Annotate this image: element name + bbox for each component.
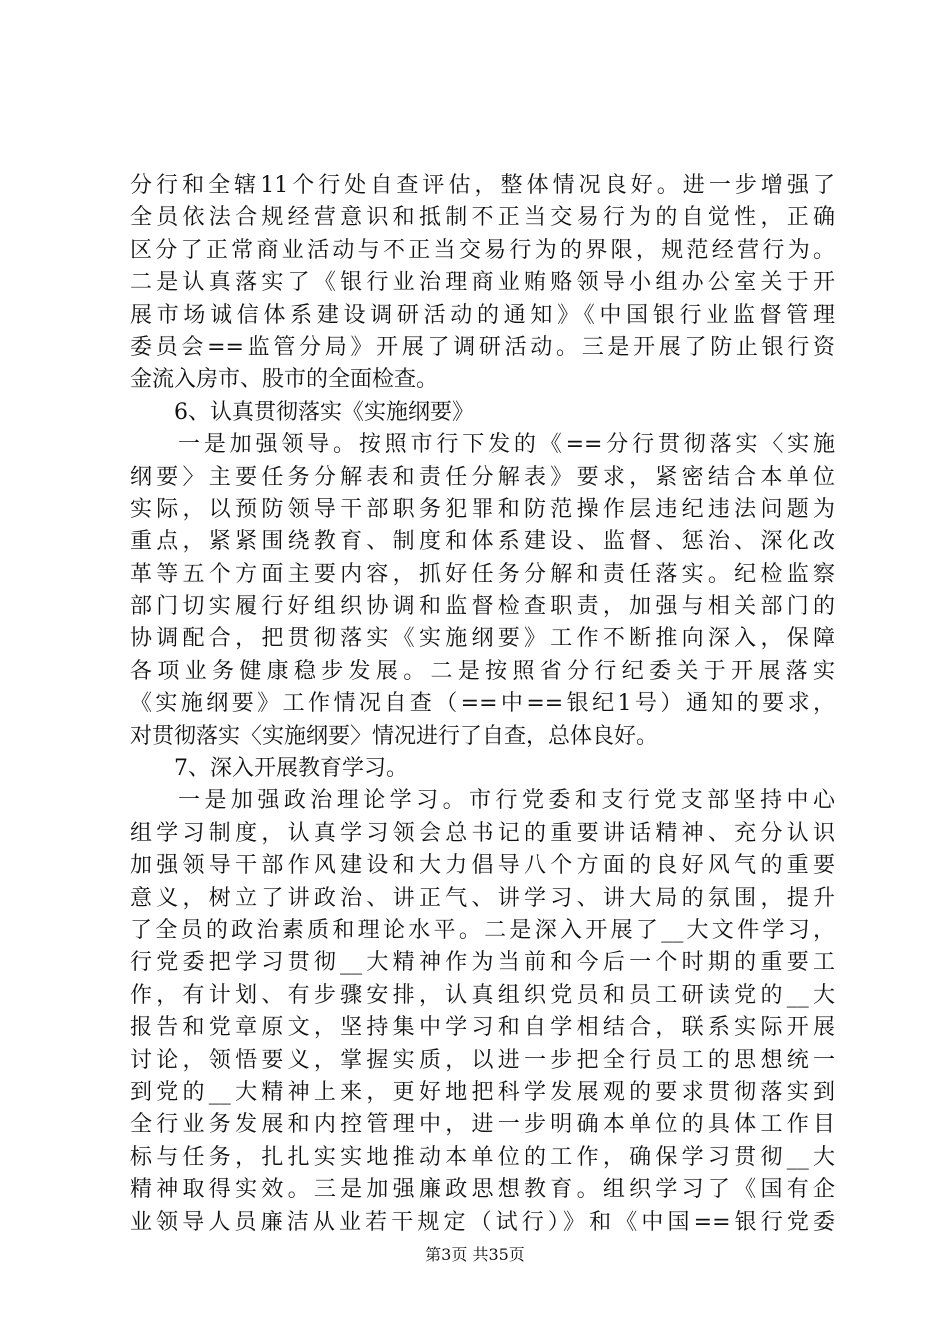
text-line: 各项业务健康稳步发展。二是按照省分行纪委关于开展落实 xyxy=(130,658,835,684)
text-line: 《实施纲要》工作情况自查（==中==银纪1号）通知的要求， xyxy=(130,691,835,717)
text-line: 协调配合，把贯彻落实《实施纲要》工作不断推向深入，保障 xyxy=(130,626,835,652)
text-line: 展市场诚信体系建设调研活动的通知》《中国银行业监督管理 xyxy=(130,302,835,328)
text-line: 报告和党章原文，坚持集中学习和自学相结合，联系实际开展 xyxy=(130,1015,835,1041)
text-line: 对贯彻落实〈实施纲要〉情况进行了自查，总体良好。 xyxy=(130,723,659,749)
text-line: 加强领导干部作风建设和大力倡导八个方面的良好风气的重要 xyxy=(130,853,835,879)
document-body xyxy=(130,170,835,1239)
text-line: 意义，树立了讲政治、讲正气、讲学习、讲大局的氛围，提升 xyxy=(130,885,835,911)
text-line: 讨论，领悟要义，掌握实质，以进一步把全行员工的思想统一 xyxy=(130,1047,835,1073)
text-line: 委员会==监管分局》开展了调研活动。三是开展了防止银行资 xyxy=(130,334,835,360)
text-line: 实际，以预防领导干部职务犯罪和防范操作层违纪违法问题为 xyxy=(130,496,835,522)
text-line: 全行业务发展和内控管理中，进一步明确本单位的具体工作目 xyxy=(130,1112,835,1138)
text-line: 区分了正常商业活动与不正当交易行为的界限，规范经营行为。 xyxy=(130,237,835,263)
heading-text: 7、深入开展教育学习。 xyxy=(174,756,408,782)
text-line: 革等五个方面主要内容，抓好任务分解和责任落实。纪检监察 xyxy=(130,561,835,587)
text-line: 分行和全辖11个行处自查评估，整体情况良好。进一步增强了 xyxy=(130,173,835,198)
text-line: 精神取得实效。三是加强廉政思想教育。组织学习了《国有企 xyxy=(130,1177,835,1203)
text-line: 部门切实履行好组织协调和监督检查职责，加强与相关部门的 xyxy=(130,594,835,620)
text-line: 标与任务，扎扎实实地推动本单位的工作，确保学习贯彻__大 xyxy=(130,1144,835,1170)
text-line: 金流入房市、股市的全面检查。 xyxy=(130,367,439,393)
text-line: 作，有计划、有步骤安排，认真组织党员和员工研读党的__大 xyxy=(130,982,835,1008)
text-line: 重点，紧紧围绕教育、制度和体系建设、监督、惩治、深化改 xyxy=(130,529,835,555)
text-line: 二是认真落实了《银行业治理商业贿赂领导小组办公室关于开 xyxy=(130,270,835,296)
paragraph xyxy=(130,170,835,397)
text-line: 全员依法合规经营意识和抵制不正当交易行为的自觉性，正确 xyxy=(130,205,835,231)
section-heading xyxy=(130,397,835,429)
text-line: 组学习制度，认真学习领会总书记的重要讲话精神、充分认识 xyxy=(130,820,835,846)
text-line: 了全员的政治素质和理论水平。二是深入开展了__大文件学习， xyxy=(130,917,835,943)
text-line: 纲要〉主要任务分解表和责任分解表》要求，紧密结合本单位 xyxy=(130,464,835,490)
paragraph xyxy=(130,429,835,753)
heading-text: 6、认真贯彻落实《实施纲要》 xyxy=(174,399,474,425)
text-line: 到党的__大精神上来，更好地把科学发展观的要求贯彻落实到 xyxy=(130,1079,835,1105)
paragraph xyxy=(130,785,835,1238)
section-heading xyxy=(130,753,835,785)
text-line: 行党委把学习贯彻__大精神作为当前和今后一个时期的重要工 xyxy=(130,950,835,976)
text-line: 一是加强领导。按照市行下发的《==分行贯彻落实〈实施 xyxy=(178,432,835,458)
text-line: 业领导人员廉洁从业若干规定（试行）》和《中国==银行党委 xyxy=(130,1209,835,1235)
text-line: 一是加强政治理论学习。市行党委和支行党支部坚持中心 xyxy=(178,788,835,814)
page-footer xyxy=(0,1242,950,1265)
page-number: 第3页 共35页 xyxy=(425,1245,525,1264)
